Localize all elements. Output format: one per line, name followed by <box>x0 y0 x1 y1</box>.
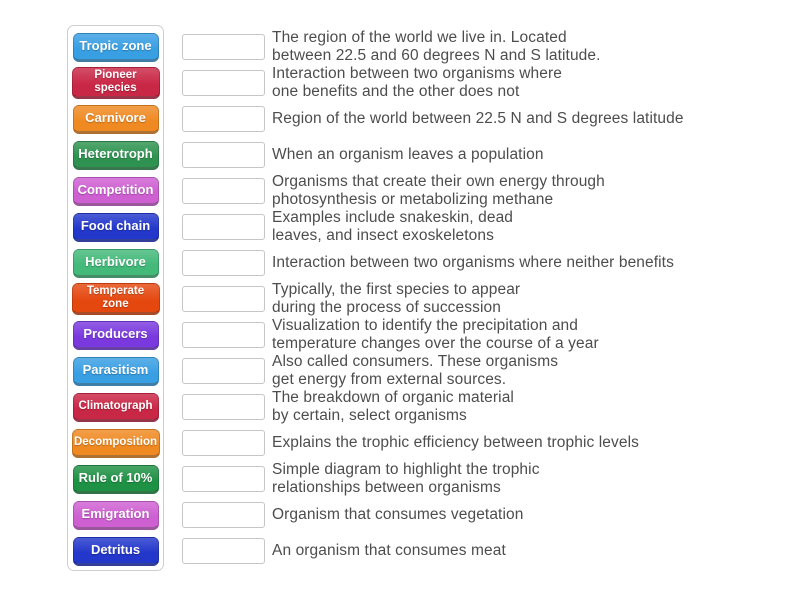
definition-text: Region of the world between 22.5 N and S degrees latitude <box>272 110 684 127</box>
term-cell <box>67 213 164 242</box>
match-row <box>0 461 800 497</box>
term-button-detritus[interactable]: Detritus <box>73 537 159 566</box>
term-cell <box>67 141 164 170</box>
term-button-tropic-zone[interactable]: Tropic zone <box>73 33 159 62</box>
definition-text: Interaction between two organisms where one benefits and the other does not <box>272 65 562 100</box>
definition-text: Also called consumers. These organisms get energy from external sources. <box>272 353 559 388</box>
term-cell <box>67 33 164 62</box>
term-button-competition[interactable]: Competition <box>73 177 159 206</box>
definition-text: Interaction between two organisms where neither benefits <box>272 254 674 271</box>
answer-slot[interactable] <box>182 394 265 420</box>
term-cell <box>67 105 164 134</box>
term-cell <box>67 321 164 350</box>
answer-slot[interactable] <box>182 142 265 168</box>
answer-slot[interactable] <box>182 106 265 132</box>
definition-text: Visualization to identify the precipitation and temperature changes over the course of a year <box>272 317 599 352</box>
answer-slot[interactable] <box>182 502 265 528</box>
definition-text: An organism that consumes meat <box>272 542 506 559</box>
match-row <box>0 425 800 461</box>
match-row <box>0 353 800 389</box>
match-row <box>0 497 800 533</box>
match-row <box>0 317 800 353</box>
term-cell <box>67 67 164 99</box>
definition-text: When an organism leaves a population <box>272 146 544 163</box>
term-button-decomposition[interactable]: Decomposition <box>72 429 160 458</box>
term-button-temperate-zone[interactable]: Temperate zone <box>72 283 160 315</box>
definition-text: Organisms that create their own energy through photosynthesis or metabolizing methane <box>272 173 605 208</box>
answer-slot[interactable] <box>182 466 265 492</box>
match-row <box>0 137 800 173</box>
term-cell <box>67 177 164 206</box>
match-row <box>0 101 800 137</box>
match-row <box>0 173 800 209</box>
term-cell <box>67 501 164 530</box>
answer-slot[interactable] <box>182 358 265 384</box>
definition-text: The breakdown of organic material by certain, select organisms <box>272 389 514 424</box>
term-button-heterotroph[interactable]: Heterotroph <box>73 141 159 170</box>
term-cell <box>67 537 164 566</box>
term-button-pioneer-species[interactable]: Pioneer species <box>72 67 160 99</box>
term-button-climatograph[interactable]: Climatograph <box>73 393 159 422</box>
match-row <box>0 281 800 317</box>
answer-slot[interactable] <box>182 214 265 240</box>
match-row <box>0 209 800 245</box>
match-rows <box>0 29 800 569</box>
term-cell <box>67 283 164 315</box>
term-button-carnivore[interactable]: Carnivore <box>73 105 159 134</box>
term-button-herbivore[interactable]: Herbivore <box>73 249 159 278</box>
term-cell <box>67 393 164 422</box>
match-row <box>0 65 800 101</box>
answer-slot[interactable] <box>182 250 265 276</box>
answer-slot[interactable] <box>182 322 265 348</box>
definition-text: Examples include snakeskin, dead leaves, and insect exoskeletons <box>272 209 514 244</box>
answer-slot[interactable] <box>182 430 265 456</box>
match-row <box>0 29 800 65</box>
definition-text: Typically, the first species to appear during the process of succession <box>272 281 521 316</box>
term-button-rule-of-10-[interactable]: Rule of 10% <box>73 465 159 494</box>
answer-slot[interactable] <box>182 34 265 60</box>
term-cell <box>67 429 164 458</box>
answer-slot[interactable] <box>182 286 265 312</box>
term-button-emigration[interactable]: Emigration <box>73 501 159 530</box>
definition-text: Organism that consumes vegetation <box>272 506 524 523</box>
definition-text: Simple diagram to highlight the trophic relationships between organisms <box>272 461 540 496</box>
answer-slot[interactable] <box>182 178 265 204</box>
match-row <box>0 389 800 425</box>
answer-slot[interactable] <box>182 538 265 564</box>
term-cell <box>67 357 164 386</box>
match-row <box>0 245 800 281</box>
definition-text: Explains the trophic efficiency between trophic levels <box>272 434 639 451</box>
term-button-food-chain[interactable]: Food chain <box>73 213 159 242</box>
match-row <box>0 533 800 569</box>
term-button-producers[interactable]: Producers <box>73 321 159 350</box>
term-cell <box>67 249 164 278</box>
term-cell <box>67 465 164 494</box>
term-button-parasitism[interactable]: Parasitism <box>73 357 159 386</box>
definition-text: The region of the world we live in. Located between 22.5 and 60 degrees N and S latitude. <box>272 29 601 64</box>
answer-slot[interactable] <box>182 70 265 96</box>
